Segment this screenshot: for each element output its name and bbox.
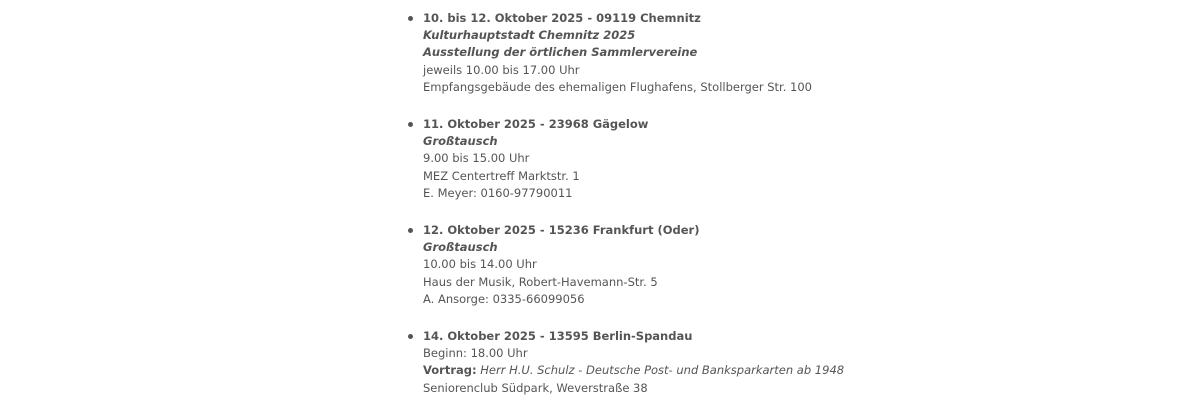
- event-title: 14. Oktober 2025 - 13595 Berlin-Spandau: [423, 329, 693, 344]
- bullet-icon: [408, 122, 413, 127]
- event-item: [405, 328, 1125, 397]
- event-title: 12. Oktober 2025 - 15236 Frankfurt (Oder): [423, 223, 700, 238]
- event-time: 9.00 bis 15.00 Uhr: [423, 151, 530, 166]
- event-title: 11. Oktober 2025 - 23968 Gägelow: [423, 117, 649, 132]
- event-title: 10. bis 12. Oktober 2025 - 09119 Chemnitz: [423, 11, 701, 25]
- bullet-icon: [408, 228, 413, 233]
- event-subtitle: Großtausch: [423, 240, 498, 255]
- event-subtitle: Ausstellung der örtlichen Sammlervereine: [423, 45, 698, 60]
- event-item: [405, 116, 1125, 202]
- bullet-icon: [408, 16, 413, 21]
- event-list: [405, 10, 1125, 417]
- event-time: 10.00 bis 14.00 Uhr: [423, 257, 537, 272]
- event-subtitle: Kulturhauptstadt Chemnitz 2025: [423, 28, 636, 43]
- event-lecture: [423, 362, 1125, 379]
- event-contact: A. Ansorge: 0335-66099056: [423, 291, 585, 306]
- event-item: [405, 222, 1125, 308]
- bullet-icon: [408, 334, 413, 339]
- event-location: Haus der Musik, Robert-Havemann-Str. 5: [423, 274, 658, 289]
- event-contact: E. Meyer: 0160-97790011: [423, 185, 573, 200]
- event-location: Seniorenclub Südpark, Weverstraße 38: [423, 380, 648, 395]
- lecture-text: Herr H.U. Schulz - Deutsche Post- und Banksparkarten ab 1948: [480, 363, 845, 378]
- event-location: MEZ Centertreff Marktstr. 1: [423, 168, 580, 183]
- lecture-label: Vortrag:: [423, 363, 477, 378]
- event-time: Beginn: 18.00 Uhr: [423, 346, 528, 361]
- event-time: jeweils 10.00 bis 17.00 Uhr: [423, 62, 580, 77]
- event-subtitle: Großtausch: [423, 134, 498, 149]
- event-location: Empfangsgebäude des ehemaligen Flughafens, Stollberger Str. 100: [423, 79, 812, 94]
- event-item: [405, 10, 1125, 96]
